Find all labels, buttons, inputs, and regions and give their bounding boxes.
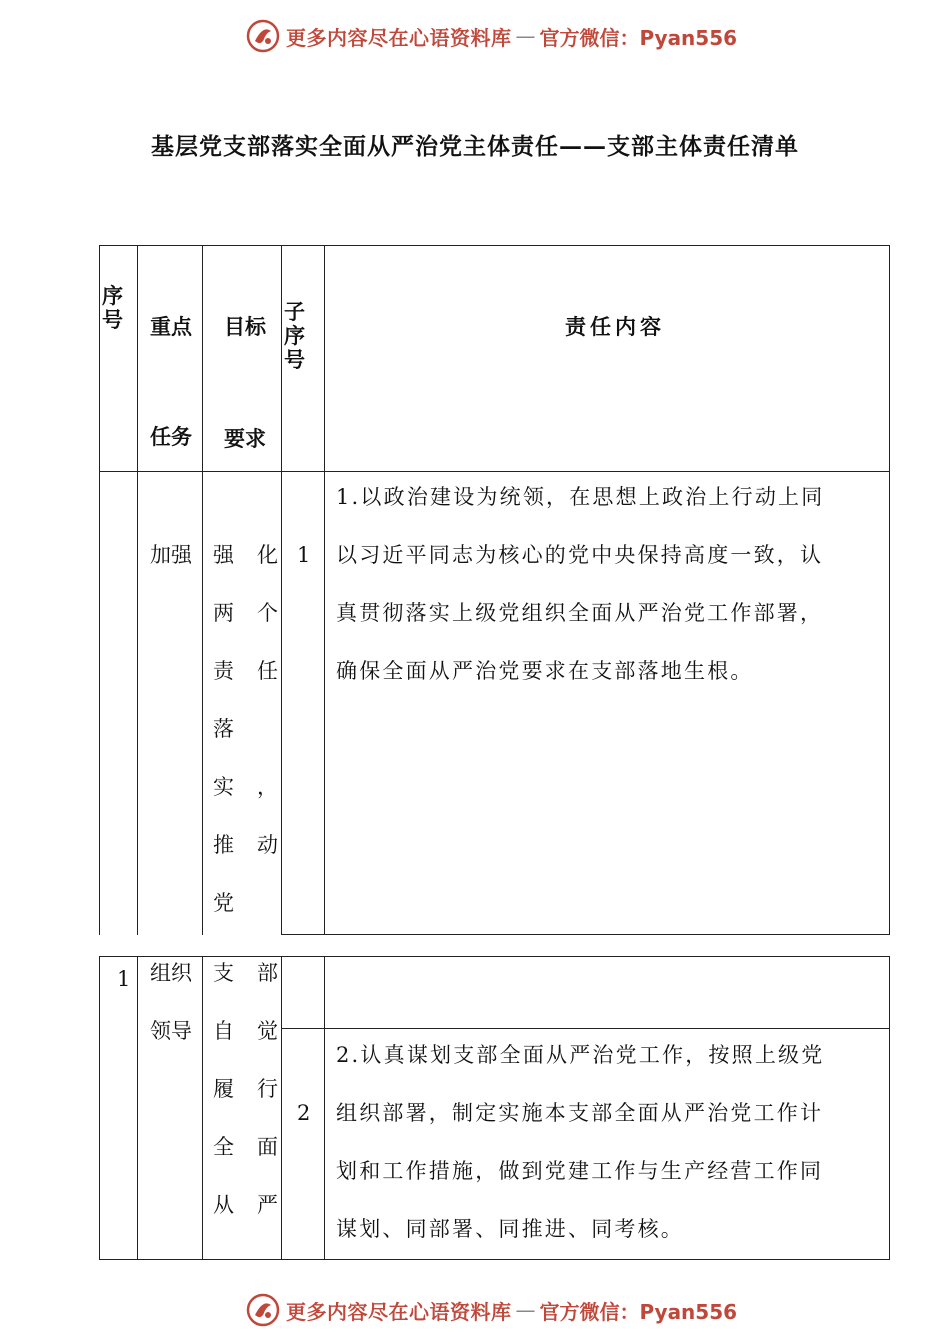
row1-key-task: 加强 (150, 543, 192, 567)
banner-dash: — (515, 1298, 536, 1322)
header-content: 责任内容 (565, 314, 665, 339)
row1-sub-seq: 1 (297, 543, 311, 567)
row1-content-line: 确保全面从严治党要求在支部落地生根。 (336, 659, 754, 683)
document-title: 基层党支部落实全面从严治党主体责任——支部主体责任清单 (151, 133, 799, 160)
header-seq: 序号 (102, 283, 123, 332)
row2-content-line: 谋划、同部署、同推进、同考核。 (336, 1217, 684, 1241)
header-key-task-line2: 任务 (150, 424, 192, 449)
row1-content-line: 以习近平同志为核心的党中央保持高度一致，认 (336, 543, 824, 567)
bottom-banner (0, 1288, 950, 1332)
row2-content-line: 划和工作措施，做到党建工作与生产经营工作同 (336, 1159, 824, 1183)
banner-wechat-text: 官方微信：Pyan556 (539, 25, 738, 50)
row2-key-task-line2: 领导 (150, 1019, 192, 1043)
header-key-task-line1: 重点 (150, 314, 192, 339)
brand-logo-icon (246, 19, 280, 53)
row2-content-line: 2.认真谋划支部全面从严治党工作，按照上级党 (336, 1043, 825, 1067)
header-target-line1: 目标 (224, 314, 266, 339)
row2-content-line: 组织部署，制定实施本支部全面从严治党工作计 (336, 1101, 824, 1125)
banner-brand-text: 更多内容尽在心语资料库 (286, 1299, 512, 1324)
row2-key-task-line1: 组织 (150, 961, 192, 985)
row2-seq: 1 (117, 967, 131, 991)
banner-brand-text: 更多内容尽在心语资料库 (286, 25, 512, 50)
row1-content-line: 1.以政治建设为统领，在思想上政治上行动上同 (336, 485, 825, 509)
banner-wechat-text: 官方微信：Pyan556 (539, 1299, 738, 1324)
row2-sub-seq: 2 (297, 1101, 311, 1125)
header-target-line2: 要求 (224, 426, 266, 451)
header-sub-seq: 子序号 (284, 299, 305, 372)
top-banner (0, 14, 950, 58)
banner-dash: — (515, 24, 536, 48)
row1-content-line: 真贯彻落实上级党组织全面从严治党工作部署， (336, 601, 824, 625)
brand-logo-icon (246, 1293, 280, 1327)
